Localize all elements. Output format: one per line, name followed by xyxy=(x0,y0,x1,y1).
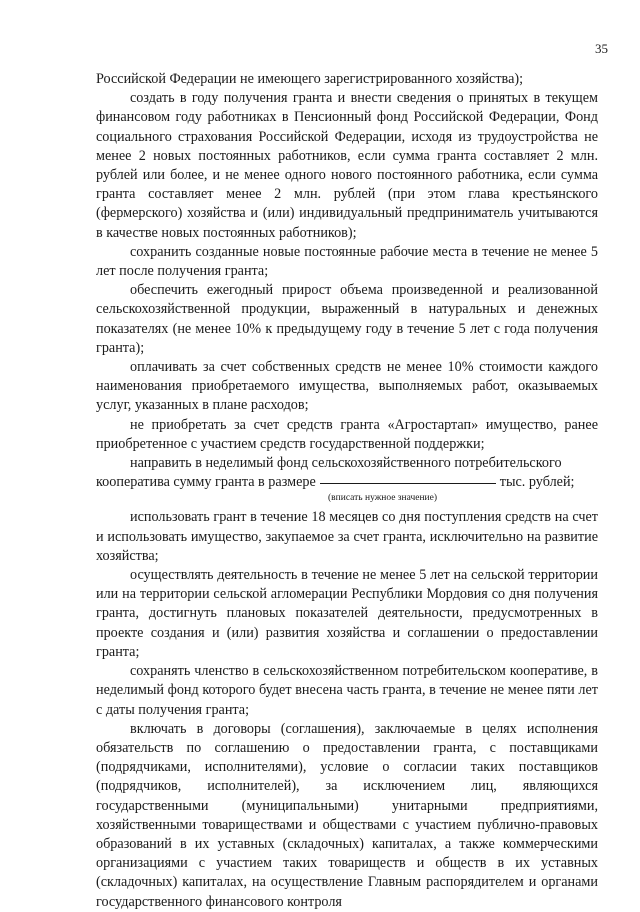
paragraph-hire-workers: создать в году получения гранта и внести сведения о принятых в текущем финансовом году работниках в Пенсионный фонд Российской Федерации, Фонд социального страхования Российской Федерации, исходя из трудоустройства не менее 2 новых постоянных работников, если сумма гранта составляет 2 млн. рублей или более, и не менее одного нового постоянного работника, если сумма гранта составляет менее 2 млн. рублей (при этом глава крестьянского (фермерского) хозяйства и (или) индивидуальный предприниматель учитываются в качестве новых постоянных работников); xyxy=(96,90,598,241)
grant-amount-suffix: тыс. рублей; xyxy=(499,474,575,491)
page-number: 35 xyxy=(595,41,608,56)
document-body xyxy=(96,70,598,912)
paragraph-use-grant: использовать грант в течение 18 месяцев со дня поступления средств на счет и использовать имущество, закупаемое за счет гранта, исключительно на развитие хозяйства; xyxy=(96,509,598,564)
paragraph-production-growth: обеспечить ежегодный прирост объема произведенной и реализованной сельскохозяйственной продукции, выраженный в натуральных и денежных показателях (не менее 10% к предыдущему году в течение 5 лет с года получения гранта); xyxy=(96,282,598,356)
grant-amount-blank[interactable] xyxy=(320,482,496,484)
grant-amount-hint: (вписать нужное значение) xyxy=(328,493,438,504)
paragraph-cooperative-fund: направить в неделимый фонд сельскохозяйственного потребительского xyxy=(130,455,562,472)
paragraph-continuation: Российской Федерации не имеющего зарегистрированного хозяйства); xyxy=(96,71,524,87)
paragraph-contract-terms: включать в договоры (соглашения), заключаемые в целях исполнения обязательств по соглашению о предоставлении гранта, с поставщиками (подрядчиками, исполнителями), условие о согласии таких поставщиков (подрядчиков, исполнителей), за исключением лиц, являющихся государственными (муниципальными) унитарными предприятиями, хозяйственными товариществами и обществами с участием публично-правовых образований в их уставных (складочных) капиталах, а также коммерческими организациями с участием таких товариществ и обществ в их уставных (складочных) капиталах, на осуществление Главным распорядителем и органами государственного финансового контроля xyxy=(96,720,598,910)
paragraph-keep-jobs: сохранить созданные новые постоянные рабочие места в течение не менее 5 лет после получения гранта; xyxy=(96,243,598,280)
paragraph-operate-5-years: осуществлять деятельность в течение не менее 5 лет на сельской территории или на территории сельской агломерации Республики Мордовия со дня получения гранта, достигнуть плановых показателей деятельности, предусмотренных в проекте создания и (или) развития хозяйства и соглашении о предоставлении гранта; xyxy=(96,567,598,660)
grant-amount-prefix: кооператива сумму гранта в размере xyxy=(96,474,316,491)
paragraph-no-prior-property: не приобретать за счет средств гранта «Агростартап» имущество, ранее приобретенное с участием средств государственной поддержки; xyxy=(96,416,598,452)
paragraph-own-funds: оплачивать за счет собственных средств не менее 10% стоимости каждого наименования приобретаемого имущества, выполняемых работ, оказываемых услуг, указанных в плане расходов; xyxy=(96,359,598,414)
grant-amount-line xyxy=(96,473,598,492)
paragraph-keep-membership: сохранять членство в сельскохозяйственном потребительском кооперативе, в неделимый фонд которого будет внесена часть гранта, в течение не менее пяти лет с даты получения гранта; xyxy=(96,663,598,718)
